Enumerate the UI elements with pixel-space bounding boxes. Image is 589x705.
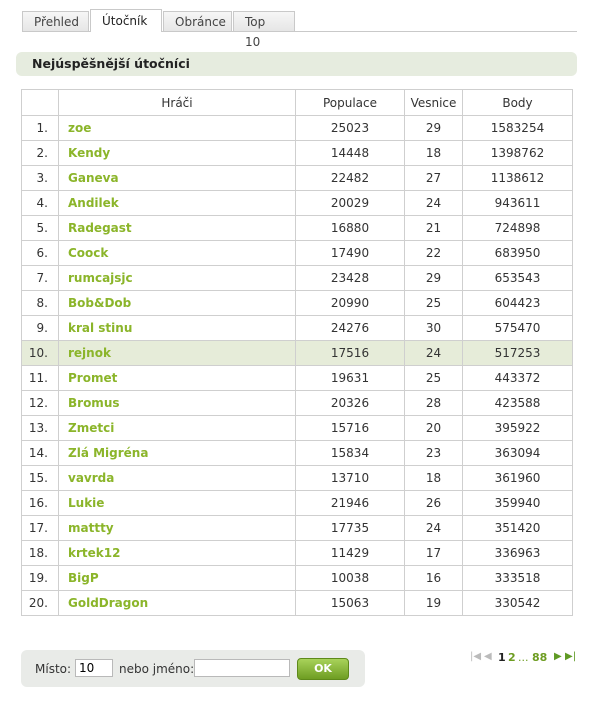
rank-cell: 1.: [22, 116, 59, 141]
table-row: [22, 116, 573, 141]
ok-button[interactable]: OK: [297, 658, 349, 680]
player-name-link[interactable]: GoldDragon: [59, 591, 296, 616]
points-cell: 724898: [463, 216, 573, 241]
population-cell: 15063: [296, 591, 405, 616]
villages-cell: 24: [405, 516, 463, 541]
population-cell: 20990: [296, 291, 405, 316]
villages-cell: 18: [405, 466, 463, 491]
name-input[interactable]: [194, 659, 290, 677]
ranking-table: [21, 89, 573, 616]
villages-cell: 29: [405, 116, 463, 141]
rank-cell: 3.: [22, 166, 59, 191]
player-name-link[interactable]: rumcajsjc: [59, 266, 296, 291]
table-row: [22, 166, 573, 191]
villages-cell: 29: [405, 266, 463, 291]
search-box: [21, 650, 365, 687]
player-name-link[interactable]: Bob&Dob: [59, 291, 296, 316]
rank-cell: 15.: [22, 466, 59, 491]
player-name-link[interactable]: Zmetci: [59, 416, 296, 441]
col-villages-header[interactable]: Vesnice: [405, 90, 463, 116]
population-cell: 16880: [296, 216, 405, 241]
population-cell: 25023: [296, 116, 405, 141]
table-row: [22, 541, 573, 566]
points-cell: 1583254: [463, 116, 573, 141]
table-row: [22, 316, 573, 341]
villages-cell: 17: [405, 541, 463, 566]
population-cell: 15716: [296, 416, 405, 441]
table-row: [22, 191, 573, 216]
villages-cell: 26: [405, 491, 463, 516]
pager-current: 1: [498, 651, 506, 664]
table-row: [22, 591, 573, 616]
table-row: [22, 491, 573, 516]
villages-cell: 30: [405, 316, 463, 341]
points-cell: 653543: [463, 266, 573, 291]
tab-prehled[interactable]: Přehled: [22, 11, 89, 31]
villages-cell: 16: [405, 566, 463, 591]
first-page-icon: |◀: [470, 651, 482, 662]
villages-cell: 24: [405, 191, 463, 216]
points-cell: 359940: [463, 491, 573, 516]
points-cell: 336963: [463, 541, 573, 566]
place-label: Místo:: [35, 662, 72, 676]
population-cell: 20029: [296, 191, 405, 216]
rank-cell: 7.: [22, 266, 59, 291]
player-name-link[interactable]: Andilek: [59, 191, 296, 216]
table-row: [22, 466, 573, 491]
rank-cell: 14.: [22, 441, 59, 466]
rank-cell: 18.: [22, 541, 59, 566]
name-label: nebo jméno:: [119, 662, 195, 676]
points-cell: 517253: [463, 341, 573, 366]
rank-cell: 20.: [22, 591, 59, 616]
prev-page-icon: ◀: [484, 651, 492, 662]
villages-cell: 25: [405, 366, 463, 391]
section-title: Nejúspěšnější útočníci: [16, 52, 577, 76]
points-cell: 330542: [463, 591, 573, 616]
population-cell: 11429: [296, 541, 405, 566]
points-cell: 363094: [463, 441, 573, 466]
population-cell: 17516: [296, 341, 405, 366]
place-input[interactable]: [75, 659, 113, 677]
player-name-link[interactable]: mattty: [59, 516, 296, 541]
rank-cell: 17.: [22, 516, 59, 541]
villages-cell: 25: [405, 291, 463, 316]
population-cell: 15834: [296, 441, 405, 466]
points-cell: 333518: [463, 566, 573, 591]
villages-cell: 22: [405, 241, 463, 266]
points-cell: 361960: [463, 466, 573, 491]
rank-cell: 8.: [22, 291, 59, 316]
rank-cell: 13.: [22, 416, 59, 441]
villages-cell: 19: [405, 591, 463, 616]
villages-cell: 18: [405, 141, 463, 166]
tab-top10[interactable]: Top 10: [233, 11, 295, 31]
points-cell: 683950: [463, 241, 573, 266]
points-cell: 604423: [463, 291, 573, 316]
player-name-link[interactable]: Coock: [59, 241, 296, 266]
rank-cell: 2.: [22, 141, 59, 166]
col-points-header[interactable]: Body: [463, 90, 573, 116]
table-row: [22, 291, 573, 316]
player-name-link[interactable]: Promet: [59, 366, 296, 391]
rank-cell: 12.: [22, 391, 59, 416]
player-name-link[interactable]: zoe: [59, 116, 296, 141]
points-cell: 575470: [463, 316, 573, 341]
rank-cell: 5.: [22, 216, 59, 241]
col-players-header[interactable]: Hráči: [59, 90, 296, 116]
player-name-link[interactable]: Lukie: [59, 491, 296, 516]
col-rank-header: [22, 90, 59, 116]
table-row: [22, 241, 573, 266]
points-cell: 1138612: [463, 166, 573, 191]
population-cell: 17490: [296, 241, 405, 266]
table-row: [22, 341, 573, 366]
player-name-link[interactable]: kral stinu: [59, 316, 296, 341]
villages-cell: 23: [405, 441, 463, 466]
population-cell: 21946: [296, 491, 405, 516]
villages-cell: 27: [405, 166, 463, 191]
population-cell: 14448: [296, 141, 405, 166]
table-row: [22, 391, 573, 416]
population-cell: 19631: [296, 366, 405, 391]
tab-obrance[interactable]: Obránce: [163, 11, 232, 31]
points-cell: 423588: [463, 391, 573, 416]
population-cell: 13710: [296, 466, 405, 491]
pager-last[interactable]: 88: [532, 651, 548, 664]
villages-cell: 21: [405, 216, 463, 241]
rank-cell: 10.: [22, 341, 59, 366]
table-row: [22, 266, 573, 291]
table-row: [22, 516, 573, 541]
rank-cell: 6.: [22, 241, 59, 266]
tab-utocnik[interactable]: Útočník: [90, 9, 162, 32]
points-cell: 443372: [463, 366, 573, 391]
player-name-link[interactable]: Zlá Migréna: [59, 441, 296, 466]
table-row: [22, 141, 573, 166]
player-name-link[interactable]: BigP: [59, 566, 296, 591]
population-cell: 23428: [296, 266, 405, 291]
player-name-link[interactable]: Kendy: [59, 141, 296, 166]
last-page-icon[interactable]: ▶|: [565, 651, 577, 662]
population-cell: 24276: [296, 316, 405, 341]
rank-cell: 9.: [22, 316, 59, 341]
pager-page-2[interactable]: 2: [508, 651, 516, 664]
table-row: [22, 366, 573, 391]
points-cell: 943611: [463, 191, 573, 216]
player-name-link[interactable]: krtek12: [59, 541, 296, 566]
player-name-link[interactable]: vavrda: [59, 466, 296, 491]
population-cell: 20326: [296, 391, 405, 416]
villages-cell: 28: [405, 391, 463, 416]
villages-cell: 20: [405, 416, 463, 441]
rank-cell: 16.: [22, 491, 59, 516]
points-cell: 1398762: [463, 141, 573, 166]
col-population-header[interactable]: Populace: [296, 90, 405, 116]
population-cell: 22482: [296, 166, 405, 191]
tab-bar: [22, 9, 577, 49]
population-cell: 10038: [296, 566, 405, 591]
villages-cell: 24: [405, 341, 463, 366]
rank-cell: 11.: [22, 366, 59, 391]
table-header-row: [22, 90, 573, 116]
player-name-link[interactable]: Radegast: [59, 216, 296, 241]
next-page-icon[interactable]: ▶: [554, 651, 562, 662]
table-row: [22, 441, 573, 466]
points-cell: 395922: [463, 416, 573, 441]
table-row: [22, 416, 573, 441]
rank-cell: 4.: [22, 191, 59, 216]
points-cell: 351420: [463, 516, 573, 541]
player-name-link[interactable]: Bromus: [59, 391, 296, 416]
player-name-link[interactable]: rejnok: [59, 341, 296, 366]
pager-dots: ...: [518, 651, 529, 664]
table-row: [22, 216, 573, 241]
rank-cell: 19.: [22, 566, 59, 591]
table-row: [22, 566, 573, 591]
population-cell: 17735: [296, 516, 405, 541]
player-name-link[interactable]: Ganeva: [59, 166, 296, 191]
